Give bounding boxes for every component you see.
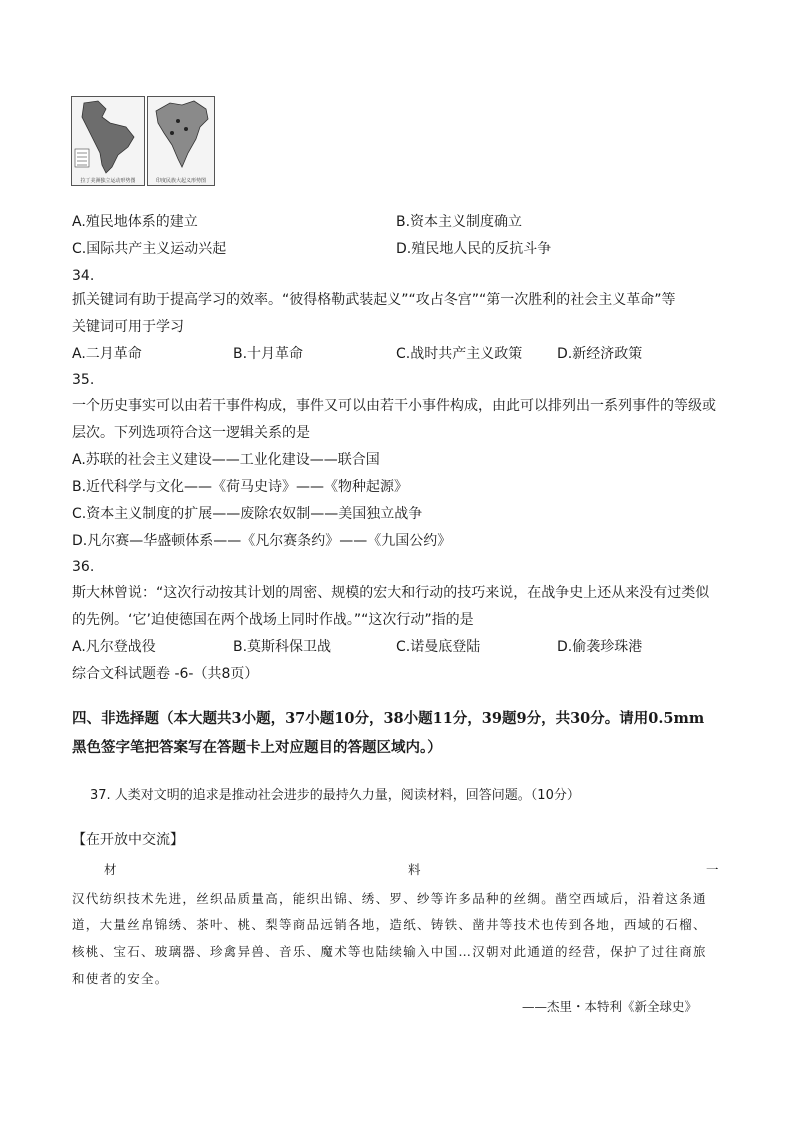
- q37-stem: 37. 人类对文明的追求是推动社会进步的最持久力量，阅读材料，回答问题。（10分）: [90, 788, 580, 803]
- q36-option-d: D.偷袭珍珠港: [557, 639, 643, 655]
- material-source: ——杰里・本特利《新全球史》: [522, 999, 698, 1014]
- material-line-4: 和使者的安全。: [72, 971, 169, 986]
- q35-option-b: B.近代科学与文化——《荷马史诗》——《物种起源》: [72, 479, 409, 495]
- page-footer: 综合文科试题卷 -6-（共8页）: [72, 666, 259, 682]
- q34-option-c: C.战时共产主义政策: [396, 346, 523, 362]
- q33-option-c: C.国际共产主义运动兴起: [72, 241, 227, 257]
- q34-option-a: A.二月革命: [72, 346, 142, 362]
- q34-stem-line1: 抓关键词有助于提高学习的效率。“彼得格勒武装起义”“攻占冬宫”“第一次胜利的社会主义革命”等: [72, 292, 676, 308]
- material-line-3: 核桃、宝石、玻璃器、珍禽异兽、音乐、魔术等也陆续输入中国…汉朝对此通道的经营，保护了过往商旅: [72, 944, 707, 959]
- q36-option-b: B.莫斯科保卫战: [233, 639, 332, 655]
- q35-option-c: C.资本主义制度的扩展——废除农奴制——美国独立战争: [72, 506, 423, 522]
- q34-option-d: D.新经济政策: [557, 346, 643, 362]
- section4-title-line2: 黑色签字笔把答案写在答题卡上对应题目的答题区域内。）: [72, 739, 442, 756]
- q34-stem-line2: 关键词可用于学习: [72, 319, 184, 335]
- q36-stem-line2: 的先例。‘它’迫使德国在两个战场上同时作战。”“这次行动”指的是: [72, 612, 474, 628]
- latin-america-map-caption: 拉丁美洲独立运动形势图: [80, 178, 136, 184]
- material-line-1: 汉代纺织技术先进，丝织品质量高，能织出锦、绣、罗、纱等许多品种的丝绸。凿空西域后，沿着这条通: [72, 891, 707, 906]
- q37-subheading: 【在开放中交流】: [72, 832, 184, 848]
- q33-maps: [71, 96, 213, 184]
- q35-number: 35.: [72, 372, 95, 388]
- latin-america-map: [71, 96, 145, 186]
- q33-option-b: B.资本主义制度确立: [396, 214, 523, 230]
- q33-option-d: D.殖民地人民的反抗斗争: [396, 241, 552, 257]
- material-label-mid: 料: [408, 862, 422, 877]
- q36-number: 36.: [72, 559, 95, 575]
- q34-option-b: B.十月革命: [233, 346, 304, 362]
- q35-stem-line1: 一个历史事实可以由若干事件构成，事件又可以由若干小事件构成，由此可以排列出一系列事件的等级或: [72, 398, 716, 414]
- q36-option-c: C.诺曼底登陆: [396, 639, 481, 655]
- india-map-icon: [148, 97, 214, 177]
- material-label-right: 一: [706, 862, 720, 877]
- q35-option-d: D.凡尔赛—华盛顿体系——《凡尔赛条约》——《九国公约》: [72, 533, 452, 549]
- q33-option-a: A.殖民地体系的建立: [72, 214, 198, 230]
- q35-stem-line2: 层次。下列选项符合这一逻辑关系的是: [72, 425, 310, 441]
- q36-option-a: A.凡尔登战役: [72, 639, 156, 655]
- latin-america-map-icon: [72, 97, 144, 177]
- material-label-left: 材: [104, 862, 118, 877]
- material-line-2: 道，大量丝帛锦绣、茶叶、桃、梨等商品远销各地，造纸、铸铁、凿井等技术也传到各地，西域的石榴、: [72, 917, 707, 932]
- section4-title-line1: 四、非选择题（本大题共3小题，37小题10分，38小题11分，39题9分，共30分。请用0.5mm: [72, 710, 705, 727]
- q34-number: 34.: [72, 268, 95, 284]
- q36-stem-line1: 斯大林曾说：“这次行动按其计划的周密、规模的宏大和行动的技巧来说，在战争史上还从来没有过类似: [72, 585, 710, 601]
- q35-option-a: A.苏联的社会主义建设——工业化建设——联合国: [72, 452, 380, 468]
- india-map: [147, 96, 215, 186]
- india-map-caption: 印度民族大起义形势图: [155, 178, 206, 184]
